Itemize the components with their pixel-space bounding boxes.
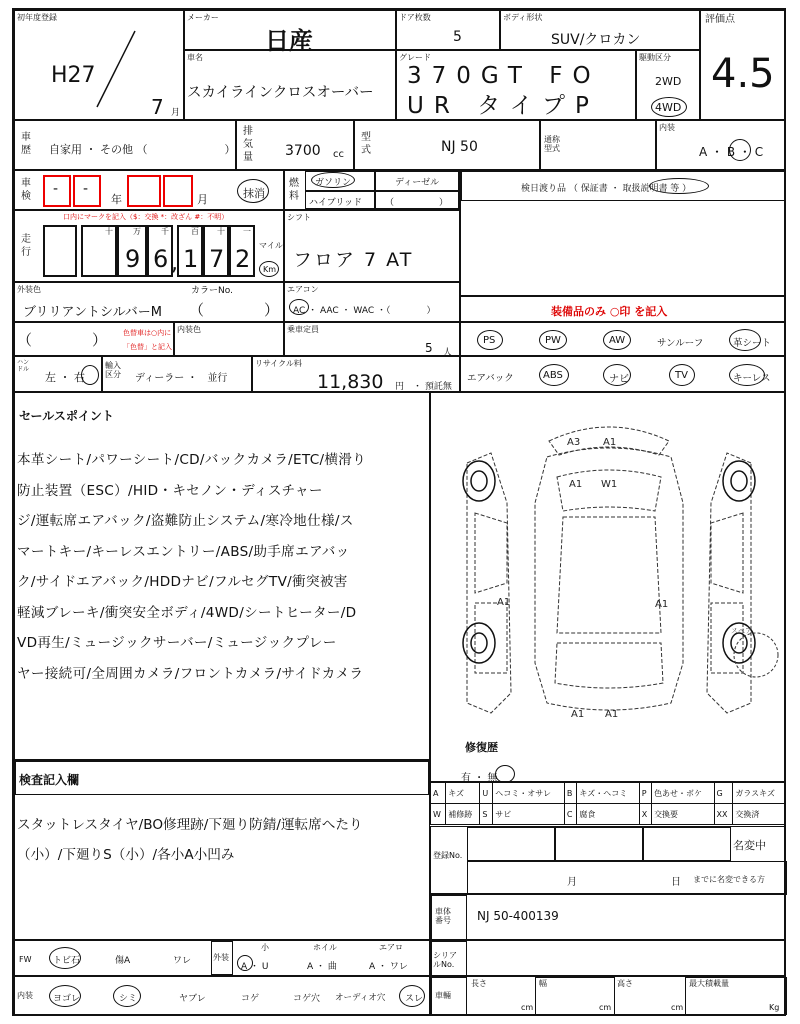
color-label: 外装色: [17, 285, 41, 294]
dims-height: 高さ: [617, 979, 633, 988]
legend-desc: 交換済: [733, 804, 786, 825]
inner-item: シミ: [119, 994, 138, 1004]
shift-cell: [284, 210, 460, 282]
chassis-value: NJ 50-400139: [477, 909, 559, 923]
displacement-cell: [236, 120, 354, 170]
docs-manual-circle: [649, 178, 709, 194]
equip-abs: ABS: [543, 370, 563, 381]
mileage-unit-sen: 千: [161, 227, 169, 236]
legend-desc: 色あせ・ボケ: [652, 783, 714, 804]
inspection-cell: [14, 170, 284, 210]
inner-color-cell: [174, 322, 284, 356]
equip-navi-circle: [603, 364, 631, 386]
body-type-cell: [500, 10, 700, 50]
drive-label: 駆動区分: [639, 53, 671, 62]
equip-ps: PS: [483, 335, 496, 346]
import-value: ディーラー ・ 並行: [135, 373, 228, 384]
fuel-other: （ ）: [385, 198, 449, 208]
mileage-digit-4: 7: [209, 245, 225, 273]
doors-label: ドア枚数: [399, 13, 431, 22]
legend-desc: サビ: [493, 804, 565, 825]
fw-label: FW: [19, 955, 32, 964]
reg-month: 7: [151, 95, 164, 119]
legend-code: A: [431, 783, 446, 804]
fuel-cell: [284, 170, 460, 210]
ext-h1: 小: [261, 943, 269, 952]
grade-cell: [396, 50, 636, 120]
model-value: NJ 50: [441, 139, 478, 155]
model-label: 型式: [361, 132, 371, 156]
equip-navi: ナビ: [609, 374, 629, 385]
chassis-label: 車体番号: [435, 907, 451, 925]
mileage-unit-ichi: 一: [243, 227, 251, 236]
mileage-sep: ,: [171, 251, 178, 276]
legend-desc: ガラスキズ: [733, 783, 786, 804]
equip-tv: TV: [675, 370, 688, 381]
auction-sheet: [12, 8, 786, 1016]
color-cell: [14, 282, 284, 322]
inspection-dash-2: -: [83, 181, 89, 197]
mileage-digit-2: 6: [153, 245, 169, 273]
drive-2wd: 2WD: [655, 75, 682, 88]
legend-desc: 腐食: [577, 804, 639, 825]
serial-cell: [430, 940, 786, 976]
mileage-note: 口内にマークを記入（$：交換 *：改ざん #：不明）: [63, 213, 229, 221]
car-name-value: スカイラインクロスオーバー: [187, 85, 374, 101]
ext-v1: A ・ U: [241, 962, 269, 972]
colorchange-note-1: 色替車は○内に: [123, 329, 172, 337]
equip-airbag: エアバック: [467, 373, 514, 384]
repair-value: 有 ・ 無: [461, 773, 498, 784]
ext-label: 外装: [213, 953, 229, 962]
diagram-cell: [430, 392, 786, 782]
dims-width-unit: cm: [599, 1003, 612, 1012]
displacement-unit: cc: [333, 149, 344, 160]
sales-cell: [14, 392, 430, 760]
damage-mark: W1: [601, 479, 618, 490]
mileage-km: Km: [263, 265, 277, 274]
regno-label: 登録No.: [433, 851, 463, 860]
legend-code: U: [480, 783, 493, 804]
displacement-label: 排気量: [243, 126, 253, 163]
reg-label: 初年度登録: [17, 13, 57, 22]
fuel-gasoline-circle: [311, 172, 355, 188]
inner-item: ヤブレ: [179, 994, 206, 1004]
regno-change: 名変中: [733, 839, 766, 852]
legend-desc: 交換要: [652, 804, 714, 825]
car-name-label: 車名: [187, 53, 203, 62]
regno-month: 月: [567, 877, 577, 888]
regno-note: までに名変できる方: [693, 875, 765, 884]
sales-line: VD再生/ミュージックサーバー/ミュージックプレー: [17, 635, 337, 651]
dims-cell: [430, 976, 786, 1016]
dims-label: 車輛: [435, 991, 451, 1000]
equip-leather: 革シート: [733, 338, 772, 349]
damage-mark: A1: [569, 479, 583, 490]
inspection-label: 車検: [21, 178, 31, 202]
inner-color-label: 内装色: [177, 325, 201, 334]
score-cell: [700, 10, 786, 120]
ext-h3: エアロ: [379, 943, 403, 952]
shift-label: シフト: [287, 213, 311, 222]
inner-row: [14, 976, 430, 1016]
recycle-value: 11,830: [317, 371, 384, 393]
inspect-label: 検査記入欄: [19, 773, 80, 787]
dims-length-unit: cm: [521, 1003, 534, 1012]
handle-value: 左 ・ 右: [45, 371, 85, 384]
equip-pw: PW: [545, 335, 561, 346]
ext-v3: A ・ ワレ: [369, 962, 408, 972]
mileage-mile: マイル: [259, 241, 283, 250]
fw-row: [14, 940, 430, 976]
inspect-line: （小）/下廻りS（小）/各小A小凹み: [17, 847, 235, 863]
equip-abs-circle: [539, 364, 569, 386]
dims-width: 幅: [539, 979, 547, 988]
capacity-unit: 人: [443, 348, 453, 358]
grade-line1: 370GT FO: [407, 63, 601, 89]
legend-code: P: [639, 783, 651, 804]
handle-label: ハンドル: [17, 359, 30, 373]
sales-line: マートキー/キーレスエントリー/ABS/助手席エアバッ: [17, 543, 350, 560]
sales-line: 防止装置（ESC）/HID・キセノン・ディスチャー: [17, 482, 323, 499]
equip-keyless: キーレス: [733, 373, 771, 384]
reg-cell: [14, 10, 184, 120]
drive-4wd-circle: [651, 97, 687, 117]
fuel-label: 燃料: [289, 178, 299, 202]
inspection-status: 抹消: [243, 187, 265, 200]
inspection-month-unit: 月: [197, 193, 208, 206]
grade-label: グレード: [399, 53, 431, 62]
body-type-label: ボディ形状: [503, 13, 543, 22]
legend-desc: キズ・ヘコミ: [577, 783, 639, 804]
sales-line: ジ/運転席エアバック/盗難防止システム/寒冷地仕様/ス: [17, 513, 354, 529]
equip-keyless-circle: [729, 364, 765, 386]
damage-mark: A3: [567, 437, 581, 448]
ext-v2: A ・ 曲: [307, 962, 337, 972]
inner-label: 内装: [17, 991, 33, 1000]
sales-lines: [17, 445, 366, 689]
sales-line: ク/サイドエアバック/HDDナビ/フルセグTV/衝突被害: [17, 574, 348, 590]
legend-desc: キズ: [446, 783, 480, 804]
doors-cell: [396, 10, 500, 50]
interior-label: 内装: [659, 123, 675, 132]
fuel-gasoline: ガソリン: [315, 178, 352, 188]
fw-stone-circle: [49, 947, 81, 969]
mileage-unit-man: 万: [133, 227, 141, 236]
ext-h2: ホイル: [313, 943, 337, 952]
fuel-hybrid: ハイブリッド: [309, 198, 363, 208]
body-type-value: SUV/クロカン: [551, 32, 641, 48]
docs-label: 検日渡り品 （ 保証書 ・ 取扱説明書 等 ）: [521, 184, 692, 194]
damage-mark: A1: [655, 599, 669, 610]
capacity-cell: [284, 322, 460, 356]
grade-line2: UR タイプP: [407, 93, 599, 119]
history-label: 車歴: [21, 132, 31, 156]
equip-pw-circle: [539, 330, 567, 350]
mileage-digit-1: 9: [125, 245, 141, 273]
colorchange-cell: [14, 322, 174, 356]
inspection-dash-1: -: [53, 181, 59, 197]
equip-row1: [460, 322, 786, 356]
legend-code: B: [564, 783, 576, 804]
serial-label: シリアルNo.: [433, 951, 457, 969]
dims-height-unit: cm: [671, 1003, 684, 1012]
drive-cell: [636, 50, 700, 120]
regno-cell: [430, 826, 786, 894]
inner-wear-circle: [399, 985, 425, 1007]
mileage-unit-ju2: 十: [217, 227, 225, 236]
reg-month-unit: 月: [171, 108, 181, 118]
dims-load-unit: Kg: [769, 1003, 780, 1012]
history-cell: [14, 120, 236, 170]
mileage-label: 走行: [21, 234, 31, 258]
regno-day: 日: [671, 877, 681, 888]
shift-value: フロア 7 AT: [293, 249, 414, 271]
equip-header: [460, 296, 786, 322]
damage-mark: A1: [571, 709, 585, 720]
inner-item: ヨゴレ: [53, 994, 81, 1004]
equip-sunroof: サンルーフ: [657, 338, 704, 349]
maker-value: 日産: [265, 27, 313, 55]
inner-dirt-circle: [49, 985, 81, 1007]
sales-line: ヤー接続可/全周囲カメラ/フロントカメラ/サイドカメラ: [17, 665, 364, 682]
color-value: ブリリアントシルバーM: [23, 305, 162, 320]
inspect-line: スタットレスタイヤ/BO修理跡/下廻り防錆/運転席へたり: [17, 817, 363, 833]
legend-code: X: [639, 804, 651, 825]
handle-cell: [14, 356, 102, 392]
damage-mark: A1: [605, 709, 619, 720]
inner-item: オーディオ穴: [335, 993, 386, 1003]
equip-aw-circle: [603, 330, 631, 350]
inspection-status-circle: [237, 179, 269, 203]
colorchange-paren: （ ）: [17, 331, 108, 349]
displacement-value: 3700: [285, 143, 321, 159]
mileage-digit-5: 2: [235, 245, 251, 273]
equip-title: 装備品のみ ○印 を記入: [551, 305, 668, 318]
inspect-cell: [14, 760, 430, 940]
maker-label: メーカー: [187, 13, 219, 22]
capacity-value: 5: [425, 341, 433, 355]
spare-label: スペア: [731, 627, 752, 635]
dims-length: 長さ: [471, 979, 487, 988]
import-label: 輸入区分: [105, 361, 121, 379]
inner-item: スレ: [405, 994, 424, 1004]
legend-code: C: [564, 804, 576, 825]
mileage-cell: [14, 210, 284, 282]
fuel-diesel: ディーゼル: [395, 178, 440, 188]
colorchange-note-2: 「色替」と記入: [123, 343, 172, 351]
reg-year: H27: [51, 63, 96, 88]
doors-value: 5: [453, 29, 462, 45]
mileage-box-lead: [43, 225, 77, 277]
inner-stain-circle: [113, 985, 141, 1007]
mileage-unit-ju1: 十: [105, 227, 113, 236]
fw-item: ワレ: [173, 956, 192, 966]
inner-item: コゲ: [241, 994, 260, 1004]
legend: [430, 782, 786, 825]
aircon-label: エアコン: [287, 285, 319, 294]
color-no-paren: （ ）: [189, 301, 280, 319]
car-name-cell: [184, 50, 396, 120]
fw-item: 傷A: [115, 956, 131, 966]
equip-row2: [460, 356, 786, 392]
interior-value: A ・ B ・ C: [699, 145, 764, 159]
legend-code: W: [431, 804, 446, 825]
import-cell: [102, 356, 252, 392]
maker-cell: [184, 10, 396, 55]
common-model-cell: [540, 120, 656, 170]
legend-code: XX: [714, 804, 733, 825]
recycle-unit: 円: [395, 382, 405, 392]
sales-line: 本革シート/パワーシート/CD/バックカメラ/ETC/横滑り: [17, 452, 367, 468]
dims-load: 最大積載量: [689, 979, 729, 988]
aircon-value: AC ・ AAC ・ WAC ・（ ）: [293, 306, 436, 316]
recycle-label: リサイクル料: [255, 359, 302, 368]
legend-desc: ヘコミ・オサレ: [493, 783, 565, 804]
interior-cell: [656, 120, 786, 170]
legend-code: G: [714, 783, 733, 804]
repair-none-circle: [495, 765, 515, 783]
equip-tv-circle: [669, 364, 695, 386]
model-cell: [354, 120, 540, 170]
mileage-unit-hyaku: 百: [191, 227, 199, 236]
equip-leather-circle: [729, 329, 761, 351]
mileage-digit-3: 1: [183, 245, 199, 273]
color-no-label: カラーNo.: [191, 286, 233, 296]
interior-b-circle: [729, 139, 751, 161]
equip-aw: AW: [609, 335, 626, 346]
repair-label: 修復歴: [465, 741, 498, 754]
docs-cell: [460, 170, 786, 296]
recycle-cell: [252, 356, 460, 392]
inner-item: コゲ穴: [293, 994, 321, 1004]
capacity-label: 乗車定員: [287, 325, 319, 334]
legend-desc: 補修跡: [446, 804, 480, 825]
sales-label: セールスポイント: [19, 409, 114, 423]
ext-a-circle: [237, 955, 253, 971]
inspection-year-unit: 年: [111, 193, 122, 206]
drive-4wd: 4WD: [655, 101, 682, 114]
legend-code: S: [480, 804, 493, 825]
equip-ps-circle: [477, 330, 503, 350]
damage-mark: A1: [497, 597, 511, 608]
chassis-cell: [430, 894, 786, 940]
handle-right-circle: [81, 365, 99, 385]
damage-mark: A1: [603, 437, 617, 448]
history-value: 自家用 ・ その他 （ ）: [49, 143, 236, 156]
recycle-deposit: ・ 預託無: [413, 382, 452, 392]
aircon-ac-circle: [289, 299, 309, 315]
fw-item: トビ石: [53, 956, 81, 966]
sales-line: 軽減ブレーキ/衝突安全ボディ/4WD/シートヒーター/D: [17, 604, 357, 621]
common-model-label: 通称型式: [544, 135, 560, 153]
score-value: 4.5: [711, 51, 775, 97]
mileage-km-circle: [259, 261, 279, 277]
aircon-cell: [284, 282, 460, 322]
score-label: 評価点: [705, 14, 735, 25]
